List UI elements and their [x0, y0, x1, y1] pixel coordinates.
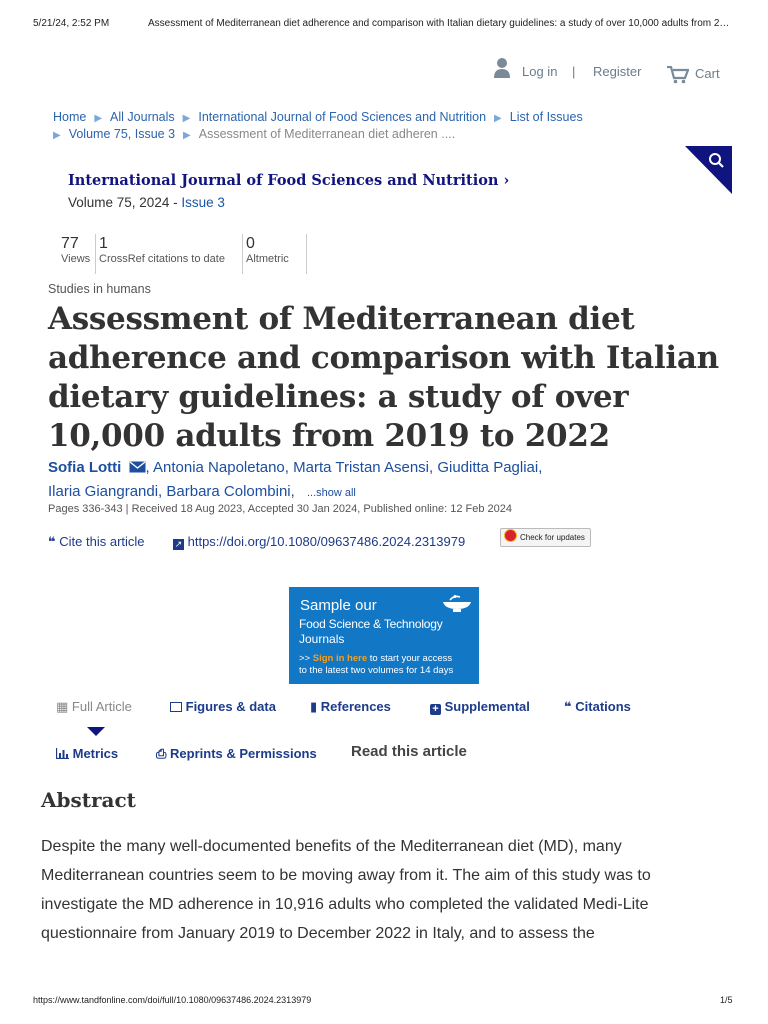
breadcrumb-arrow-icon: ▶: [94, 113, 103, 124]
quote-icon: ❝: [48, 534, 56, 549]
abstract-line: investigate the MD adherence in 10,916 adults who completed the validated Medi-Lite: [41, 896, 649, 913]
abstract-line: questionnaire from January 2019 to December 2022 in Italy, and to assess the: [41, 925, 595, 942]
cart-icon[interactable]: [667, 66, 689, 89]
quote-icon: ❝: [564, 699, 572, 714]
metric-altmetric-label: Altmetric: [246, 253, 289, 265]
abstract-heading: Abstract: [41, 788, 136, 812]
check-updates-label: Check for updates: [520, 533, 585, 542]
metric-crossref-value: 1: [99, 235, 108, 252]
tab-figures-label: Figures & data: [185, 699, 276, 714]
breadcrumb-journal[interactable]: International Journal of Food Sciences and Nutrition: [198, 110, 487, 124]
author-link[interactable]: Sofia Lotti: [48, 459, 122, 476]
nav-separator: |: [572, 64, 576, 79]
cart-link[interactable]: Cart: [695, 66, 720, 81]
tab-citations-label: Citations: [575, 699, 631, 714]
breadcrumb-arrow-icon: ▶: [182, 113, 191, 124]
authors-line1: [48, 457, 542, 479]
banner-line5: to the latest two volumes for 14 days: [299, 665, 454, 676]
envelope-icon[interactable]: [129, 458, 146, 479]
tab-reprints-label: Reprints & Permissions: [170, 746, 317, 761]
show-all-link[interactable]: ...show all: [306, 487, 356, 499]
issue-link[interactable]: Issue 3: [181, 195, 225, 210]
tab-citations[interactable]: [564, 699, 631, 715]
crossmark-icon: [504, 529, 517, 542]
abstract-line: Despite the many well-documented benefits of the Mediterranean diet (MD), many: [41, 838, 622, 855]
print-url: https://www.tandfonline.com/doi/full/10.1080/09637486.2024.2313979: [33, 995, 312, 1005]
breadcrumb-volume[interactable]: Volume 75, Issue 3: [68, 127, 176, 141]
book-icon: ▮: [310, 699, 318, 714]
read-article-button[interactable]: Read this article: [351, 743, 467, 760]
article-section: Studies in humans: [48, 282, 151, 296]
authors-line2: [48, 481, 356, 504]
volume-text: Volume 75, 2024 -: [68, 195, 182, 210]
pages-dates: Pages 336-343 | Received 18 Aug 2023, Accepted 30 Jan 2024, Published online: 12 Feb 2024: [48, 503, 512, 515]
print-doc-title: Assessment of Mediterranean diet adherence and comparison with Italian dietary guidelines: a study of over 10,000 adults from 2…: [148, 18, 730, 29]
metric-crossref-label: CrossRef citations to date: [99, 253, 225, 265]
tab-figures[interactable]: [170, 699, 276, 714]
metric-altmetric-value: 0: [246, 235, 255, 252]
banner-sign-in[interactable]: Sign in here: [312, 653, 368, 664]
banner-line4-rest: to start your access: [367, 653, 453, 664]
search-toggle-button[interactable]: [685, 146, 732, 199]
metric-views: [61, 235, 90, 265]
banner-line1: Sample our: [300, 597, 377, 614]
breadcrumb-all-journals[interactable]: All Journals: [110, 110, 175, 124]
metric-divider: [242, 234, 243, 274]
banner-line3: Journals: [299, 632, 345, 646]
login-link[interactable]: Log in: [522, 64, 558, 79]
cite-link[interactable]: [48, 534, 145, 550]
abstract-line: Mediterranean countries seem to be moving away from it. The aim of this study was to: [41, 867, 651, 884]
tab-references[interactable]: [310, 699, 391, 715]
cite-label: Cite this article: [59, 534, 145, 549]
breadcrumb-list-issues[interactable]: List of Issues: [509, 110, 583, 124]
breadcrumb-line2: [53, 127, 455, 141]
breadcrumb-arrow-icon: ▶: [53, 130, 61, 141]
bar-chart-icon: [56, 747, 69, 762]
authors-list-2[interactable]: Ilaria Giangrandi, Barbara Colombini,: [48, 483, 295, 500]
banner-line4: [299, 653, 452, 664]
tab-full-article[interactable]: [56, 699, 132, 715]
print-datetime: 5/21/24, 2:52 PM: [33, 18, 110, 29]
check-updates-button[interactable]: [500, 528, 591, 547]
register-link[interactable]: Register: [593, 64, 642, 79]
tab-supplemental-label: Supplemental: [444, 699, 530, 714]
metric-altmetric[interactable]: [246, 235, 289, 265]
bowl-icon: [440, 594, 474, 619]
doi-link[interactable]: [173, 534, 465, 550]
breadcrumb-home[interactable]: Home: [53, 110, 87, 124]
journal-name: International Journal of Food Sciences and Nutrition: [68, 172, 499, 189]
sample-journals-banner[interactable]: [289, 587, 479, 684]
volume-line: [68, 195, 225, 210]
chevron-right-icon: ›: [498, 172, 510, 189]
document-icon: ▦: [56, 699, 69, 714]
tab-full-article-label: Full Article: [71, 699, 132, 714]
breadcrumb-arrow-icon: ▶: [183, 130, 191, 141]
tab-supplemental[interactable]: [430, 699, 530, 715]
metric-views-label: Views: [61, 253, 91, 265]
metric-divider: [95, 234, 96, 274]
image-icon: [170, 702, 182, 712]
banner-line2: Food Science & Technology: [299, 617, 443, 631]
tab-references-label: References: [320, 699, 391, 714]
active-tab-indicator: [87, 727, 105, 736]
banner-arrows: >>: [299, 653, 313, 664]
metric-divider: [306, 234, 307, 274]
print-page-number: 1/5: [720, 995, 733, 1005]
plus-square-icon: +: [430, 704, 441, 715]
metric-crossref[interactable]: [99, 235, 225, 265]
tab-metrics-label: Metrics: [72, 746, 119, 761]
doi-label: https://doi.org/10.1080/09637486.2024.2313979: [187, 534, 466, 549]
print-icon: ⎙: [156, 746, 167, 761]
external-link-icon: ↗: [174, 539, 183, 549]
breadcrumb-current: Assessment of Mediterranean diet adheren ....: [198, 127, 456, 141]
tab-metrics[interactable]: [56, 746, 118, 762]
journal-title-link[interactable]: [68, 172, 509, 189]
metric-views-value: 77: [61, 235, 79, 252]
breadcrumb-arrow-icon: ▶: [494, 113, 502, 124]
article-title: Assessment of Mediterranean diet adherence and comparison with Italian dietary guidelines: a study of over 10,000 adults from 2019 to 2022: [48, 301, 719, 454]
authors-list[interactable]: , Antonia Napoletano, Marta Tristan Asensi, Giuditta Pagliai,: [145, 459, 543, 476]
breadcrumb: [53, 110, 583, 124]
user-icon[interactable]: [493, 57, 511, 84]
tab-reprints[interactable]: [156, 746, 317, 762]
